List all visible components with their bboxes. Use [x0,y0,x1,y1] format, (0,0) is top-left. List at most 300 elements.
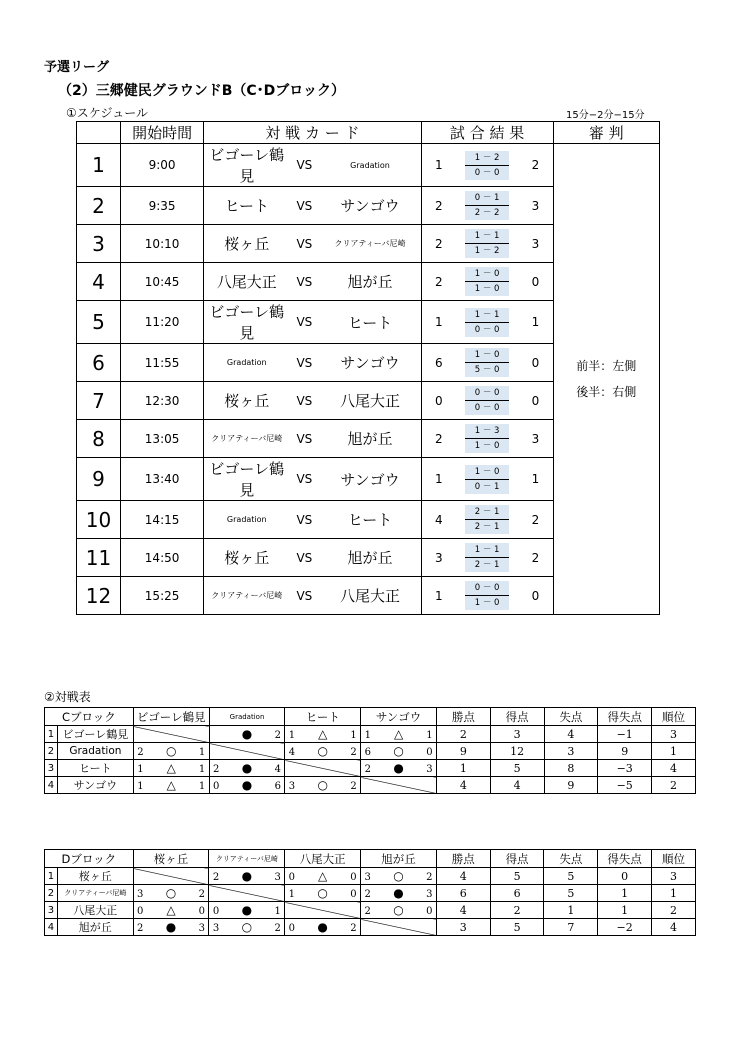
stat-header: 失点 [544,850,598,868]
score-box [465,424,509,453]
away-team: クリアティーバ尼崎 [319,225,421,263]
away-team: ヒート [319,501,421,539]
page-title: 予選リーグ [44,60,110,75]
stat-value: 12 [490,743,544,760]
home-team: Gradation [204,501,290,539]
result-mark: ○ [317,778,329,792]
venue-title: （2）三郷健民グラウンドB（C･Dブロック） [58,83,346,99]
vs-label: VS [289,539,319,577]
team-name: クリアティーバ尼崎 [57,885,133,902]
result-mark: ○ [241,920,253,934]
d-block-table [44,849,696,936]
start-time: 10:45 [120,263,203,301]
away-score: 3 [518,187,553,225]
score-box [465,229,509,258]
match-result-cell [361,743,437,760]
header-result: 試 合 結 果 [421,122,553,144]
match-result-cell [133,885,209,902]
home-score: 1 [421,144,456,187]
goals-for: 1 [137,781,144,792]
match-result-cell [361,902,437,919]
second-half-score: 5 － 0 [474,365,500,375]
match-number: 11 [77,539,121,577]
home-score: 3 [421,539,456,577]
goals-against: 1 [274,906,281,917]
block-name: Dブロック [45,850,134,868]
result-mark: ● [393,886,404,900]
goals-against: 1 [198,781,206,792]
start-time: 11:55 [120,344,203,382]
goals-for: 0 [288,872,296,883]
stat-value: 4 [652,919,696,936]
goals-for: 3 [288,781,296,792]
match-number: 12 [77,577,121,615]
home-score: 4 [421,501,456,539]
goals-for: 0 [212,906,220,917]
goals-for: 3 [137,889,144,900]
stat-value: −2 [598,919,652,936]
stat-value: 8 [544,760,598,777]
goals-for: 0 [137,906,144,917]
stat-header: 得失点 [598,850,652,868]
match-number: 6 [77,344,121,382]
goals-against: 1 [426,730,433,741]
second-half-score: 0 － 0 [474,403,500,413]
away-score: 2 [518,501,553,539]
c-block-table [44,707,696,794]
result-mark: △ [166,778,176,792]
result-mark: ○ [165,886,177,900]
goals-for: 2 [137,923,144,934]
row-index: 2 [45,743,58,760]
away-team: ヒート [319,301,421,344]
result-mark: ○ [317,744,329,758]
row-index: 1 [45,868,58,885]
second-half-score: 1 － 2 [474,246,500,256]
result-mark: △ [318,727,328,741]
stat-value: 4 [490,777,544,794]
match-result-cell [285,919,361,936]
self-match-cell [209,743,285,760]
stat-value: 3 [490,726,544,743]
stat-value: 6 [490,885,544,902]
team-name: 桜ヶ丘 [57,868,133,885]
self-match-cell [285,760,361,777]
score-box [465,386,509,415]
half-scores [456,263,518,301]
result-mark: △ [318,869,328,883]
away-team: 八尾大正 [319,577,421,615]
home-team: 桜ヶ丘 [204,382,290,420]
goals-against: 2 [426,872,433,883]
standings-row [45,743,696,760]
match-number: 8 [77,420,121,458]
result-mark: ● [241,761,253,775]
goals-for: 2 [364,889,371,900]
score-box [465,308,509,337]
match-number: 2 [77,187,121,225]
stat-header: 順位 [652,708,696,726]
goals-against: 2 [350,747,357,758]
result-mark: ● [241,869,253,883]
away-team: 旭が丘 [319,263,421,301]
stat-value: 2 [437,726,491,743]
self-match-cell [361,777,437,794]
match-timing: 15分−2分−15分 [566,110,645,121]
home-team: ビゴーレ鶴見 [204,458,290,501]
goals-against: 0 [426,906,433,917]
first-half-score: 0 － 0 [465,581,509,596]
result-mark: ○ [393,744,404,758]
match-result-cell [133,919,209,936]
result-mark: ● [241,778,253,792]
team-name: 旭が丘 [57,919,133,936]
first-half-score: 1 － 1 [465,543,509,558]
stat-value: 9 [544,777,598,794]
stat-value: 1 [437,760,491,777]
home-team: Gradation [204,344,290,382]
header-time: 開始時間 [120,122,203,144]
self-match-cell [133,726,209,743]
second-half-score: 0 － 0 [474,167,500,178]
stat-value: 7 [544,919,598,936]
first-half-score: 0 － 1 [465,191,509,206]
self-match-cell [209,885,285,902]
away-score: 2 [518,144,553,187]
match-result-cell [285,885,361,902]
away-score: 0 [518,344,553,382]
score-box [465,581,509,610]
second-half-score: 1 － 0 [474,441,500,451]
header-match: 対 戦 カ ー ド [204,122,421,144]
goals-against: 0 [350,872,357,883]
half-scores [456,539,518,577]
result-mark: ● [317,920,328,934]
home-team: クリアティーバ尼崎 [204,577,290,615]
stat-value: −5 [598,777,652,794]
match-result-cell [133,777,209,794]
second-half-score: 1 － 0 [474,284,500,294]
start-time: 12:30 [120,382,203,420]
goals-for: 0 [213,781,220,792]
result-mark: ● [165,920,177,934]
away-team: 旭が丘 [319,420,421,458]
match-result-cell [209,919,285,936]
goals-for: 3 [212,923,220,934]
match-result-cell [285,743,361,760]
second-half-score: 2 － 1 [474,522,500,532]
row-index: 4 [45,777,58,794]
vs-label: VS [289,420,319,458]
standings-row [45,885,696,902]
match-result-cell [361,885,437,902]
start-time: 15:25 [120,577,203,615]
league-header-row [45,850,696,868]
stat-value: 5 [490,919,544,936]
stat-value: 1 [652,743,696,760]
vs-label: VS [289,301,319,344]
half-scores [456,577,518,615]
home-score: 6 [421,344,456,382]
stat-value: 5 [490,760,544,777]
half-scores [456,225,518,263]
match-number: 3 [77,225,121,263]
home-team: ビゴーレ鶴見 [204,144,290,187]
away-team: サンゴウ [319,458,421,501]
self-match-cell [285,902,361,919]
away-score: 1 [518,301,553,344]
stat-value: 1 [598,885,652,902]
stat-value: 4 [652,760,696,777]
home-score: 0 [421,382,456,420]
schedule-table [76,121,660,615]
match-result-cell [133,760,209,777]
second-half-score: 0 － 0 [474,324,500,335]
goals-against: 6 [274,781,281,792]
referee-note: 前半：左側 [576,359,637,373]
opponent-header: ヒート [285,708,361,726]
first-half-score: 0 － 0 [465,386,509,401]
stat-value: 4 [544,726,598,743]
start-time: 9:00 [120,144,203,187]
goals-against: 0 [350,889,357,900]
vs-label: VS [289,225,319,263]
result-mark: ○ [393,903,404,917]
block-name: Cブロック [45,708,134,726]
score-box [465,151,509,180]
goals-for: 2 [213,764,220,775]
second-half-score: 2 － 1 [474,560,500,570]
stat-value: 9 [598,743,652,760]
team-name: ビゴーレ鶴見 [57,726,133,743]
match-result-cell [209,868,285,885]
half-scores [456,420,518,458]
schedule-heading: ①スケジュール [66,106,149,120]
score-box [465,465,509,494]
start-time: 14:15 [120,501,203,539]
away-score: 2 [518,539,553,577]
result-mark: ○ [317,886,328,900]
half-scores [456,144,518,187]
opponent-header: 桜ヶ丘 [133,850,209,868]
start-time: 9:35 [120,187,203,225]
home-team: ヒート [204,187,290,225]
result-mark: ○ [165,744,177,758]
goals-against: 2 [274,923,281,934]
stat-value: 1 [652,885,696,902]
goals-for: 0 [288,923,296,934]
goals-for: 2 [137,747,144,758]
schedule-row [77,144,660,187]
opponent-header: サンゴウ [361,708,437,726]
row-index: 1 [45,726,58,743]
team-name: ヒート [57,760,133,777]
stat-value: 2 [652,902,696,919]
goals-for: 3 [364,872,371,883]
team-name: Gradation [57,743,133,760]
away-score: 0 [518,263,553,301]
standings-row [45,726,696,743]
match-result-cell [209,760,285,777]
match-result-cell [285,726,361,743]
stat-value: 1 [598,902,652,919]
second-half-score: 2 － 2 [474,208,500,218]
second-half-score: 1 － 0 [474,598,500,608]
first-half-score: 1 － 2 [465,151,509,166]
first-half-score: 1 － 0 [465,267,509,282]
self-match-cell [133,868,209,885]
first-half-score: 1 － 1 [465,308,509,323]
score-box [465,505,509,534]
header-no [77,122,121,144]
second-half-score: 0 － 1 [474,481,500,492]
away-score: 3 [518,420,553,458]
half-scores [456,187,518,225]
opponent-header: クリアティーバ尼崎 [209,850,285,868]
stat-value: 0 [598,868,652,885]
result-mark: △ [166,903,176,917]
vs-label: VS [289,501,319,539]
goals-against: 2 [350,781,357,792]
stat-value: 4 [436,902,490,919]
home-score: 1 [421,458,456,501]
match-number: 4 [77,263,121,301]
match-result-cell [285,868,361,885]
away-team: 八尾大正 [319,382,421,420]
home-score: 2 [421,420,456,458]
stat-header: 勝点 [437,708,491,726]
goals-against: 0 [426,747,433,758]
stat-value: 2 [490,902,544,919]
away-team: サンゴウ [319,344,421,382]
match-result-cell [133,902,209,919]
row-index: 3 [45,760,58,777]
stat-header: 失点 [544,708,598,726]
away-team: サンゴウ [319,187,421,225]
stat-value: 3 [652,868,696,885]
opponent-header: 旭が丘 [361,850,437,868]
goals-against: 2 [350,923,357,934]
goals-for: 1 [288,889,296,900]
score-box [465,267,509,296]
goals-against: 1 [350,730,357,741]
first-half-score: 2 － 1 [465,505,509,520]
result-mark: ● [241,727,253,741]
match-result-cell [133,743,209,760]
row-index: 4 [45,919,58,936]
goals-against: 2 [274,730,281,741]
first-half-score: 1 － 3 [465,424,509,439]
goals-for: 4 [288,747,296,758]
half-scores [456,301,518,344]
stat-value: 2 [652,777,696,794]
first-half-score: 1 － 0 [465,348,509,363]
stat-value: 3 [652,726,696,743]
away-team: Gradation [319,144,421,187]
goals-against: 3 [426,889,433,900]
home-team: ビゴーレ鶴見 [204,301,290,344]
stat-value: 5 [544,885,598,902]
opponent-header: ビゴーレ鶴見 [133,708,209,726]
match-result-cell [209,902,285,919]
start-time: 11:20 [120,301,203,344]
standings-heading: ②対戦表 [44,690,91,704]
match-number: 10 [77,501,121,539]
score-box [465,543,509,572]
stat-value: 6 [436,885,490,902]
team-name: サンゴウ [57,777,133,794]
header-referee: 審 判 [553,122,660,144]
start-time: 13:05 [120,420,203,458]
stat-value: 3 [436,919,490,936]
goals-against: 1 [198,764,206,775]
half-scores [456,382,518,420]
result-mark: △ [393,727,404,741]
vs-label: VS [289,382,319,420]
stat-value: 5 [544,868,598,885]
stat-value: 1 [544,902,598,919]
away-team: 旭が丘 [319,539,421,577]
vs-label: VS [289,458,319,501]
home-team: 桜ヶ丘 [204,539,290,577]
team-name: 八尾大正 [57,902,133,919]
row-index: 2 [45,885,58,902]
goals-against: 0 [198,906,206,917]
away-score: 0 [518,382,553,420]
standings-row [45,777,696,794]
goals-for: 1 [137,764,144,775]
home-score: 2 [421,225,456,263]
goals-against: 1 [198,747,206,758]
home-team: 桜ヶ丘 [204,225,290,263]
standings-row [45,760,696,777]
start-time: 10:10 [120,225,203,263]
match-result-cell [285,777,361,794]
referee-cell [553,144,660,615]
vs-label: VS [289,187,319,225]
vs-label: VS [289,263,319,301]
row-index: 3 [45,902,58,919]
match-number: 1 [77,144,121,187]
goals-against: 2 [198,889,206,900]
start-time: 13:40 [120,458,203,501]
stat-value: −1 [598,726,652,743]
match-result-cell [209,726,285,743]
stat-header: 得点 [490,708,544,726]
stat-header: 得失点 [598,708,652,726]
half-scores [456,344,518,382]
match-result-cell [361,726,437,743]
referee-note: 後半：右側 [576,385,637,399]
stat-header: 勝点 [436,850,490,868]
vs-label: VS [289,577,319,615]
home-score: 2 [421,187,456,225]
match-result-cell [361,760,437,777]
stat-value: −3 [598,760,652,777]
standings-row [45,902,696,919]
score-box [465,191,509,220]
half-scores [456,501,518,539]
first-half-score: 1 － 1 [465,229,509,244]
match-number: 9 [77,458,121,501]
home-score: 1 [421,577,456,615]
opponent-header: Gradation [209,708,285,726]
home-team: クリアティーバ尼崎 [204,420,290,458]
vs-label: VS [289,344,319,382]
goals-against: 3 [426,764,433,775]
goals-for: 1 [364,730,371,741]
match-result-cell [361,868,437,885]
